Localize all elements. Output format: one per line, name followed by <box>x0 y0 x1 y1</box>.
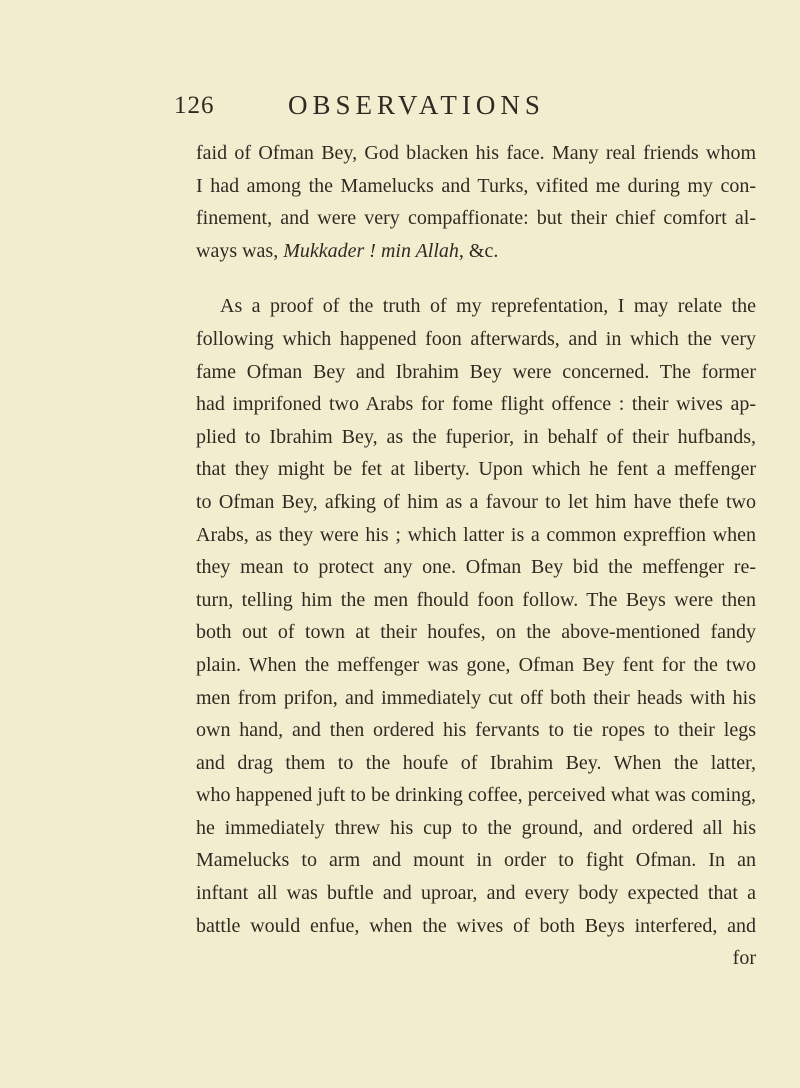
text-line: Mamelucks to arm and mount in order to fight Ofman. In an <box>196 849 756 872</box>
body-text <box>196 137 756 975</box>
text-line: that they might be fet at liberty. Upon which he fent a meffenger <box>196 458 756 481</box>
text-line: who happened juft to be drinking coffee, perceived what was coming, <box>196 784 756 807</box>
text-line: they mean to protect any one. Ofman Bey bid the meffenger re- <box>196 556 756 579</box>
text-line: turn, telling him the men fhould foon follow. The Beys were then <box>196 588 756 611</box>
text-line: plain. When the meffenger was gone, Ofman Bey fent for the two <box>196 653 756 676</box>
text-fragment: ways was, <box>196 239 284 262</box>
text-line: Arabs, as they were his ; which latter is a common expreffion when <box>196 523 756 546</box>
text-line: As a proof of the truth of my reprefentation, I may relate the <box>220 295 756 318</box>
text-line: had imprifoned two Arabs for fome flight offence : their wives ap- <box>196 393 756 416</box>
text-line: he immediately threw his cup to the ground, and ordered all his <box>196 816 756 839</box>
running-head: OBSERVATIONS <box>288 90 545 120</box>
text-line: faid of Ofman Bey, God blacken his face. Many real friends whom <box>196 142 756 164</box>
text-line: men from prifon, and immediately cut off both their heads with his <box>196 686 756 709</box>
text-line: battle would enfue, when the wives of both Beys interfered, and <box>196 914 756 937</box>
italic-phrase: Mukkader ! min Allah, <box>283 239 464 262</box>
text-line: both out of town at their houfes, on the above-mentioned fandy <box>196 621 756 644</box>
text-line: plied to Ibrahim Bey, as the fuperior, in behalf of their hufbands, <box>196 425 756 448</box>
page-header <box>0 92 800 128</box>
text-line: following which happened foon afterwards, and in which the very <box>196 327 756 350</box>
text-line: finement, and were very compaffionate: but their chief comfort al- <box>196 207 756 230</box>
text-line: own hand, and then ordered his fervants to tie ropes to their legs <box>196 719 756 742</box>
text-line <box>196 235 756 268</box>
catchword: for <box>732 947 756 970</box>
text-line: and drag them to the houfe of Ibrahim Bey. When the latter, <box>196 751 756 774</box>
page-number: 126 <box>174 92 215 119</box>
text-line: inftant all was buftle and uproar, and every body expected that a <box>196 882 756 905</box>
text-line: I had among the Mamelucks and Turks, vifited me during my con- <box>196 174 756 197</box>
text-line: to Ofman Bey, afking of him as a favour to let him have thefe two <box>196 490 756 513</box>
text-fragment: &c. <box>463 239 499 262</box>
text-line: fame Ofman Bey and Ibrahim Bey were concerned. The former <box>196 360 756 383</box>
